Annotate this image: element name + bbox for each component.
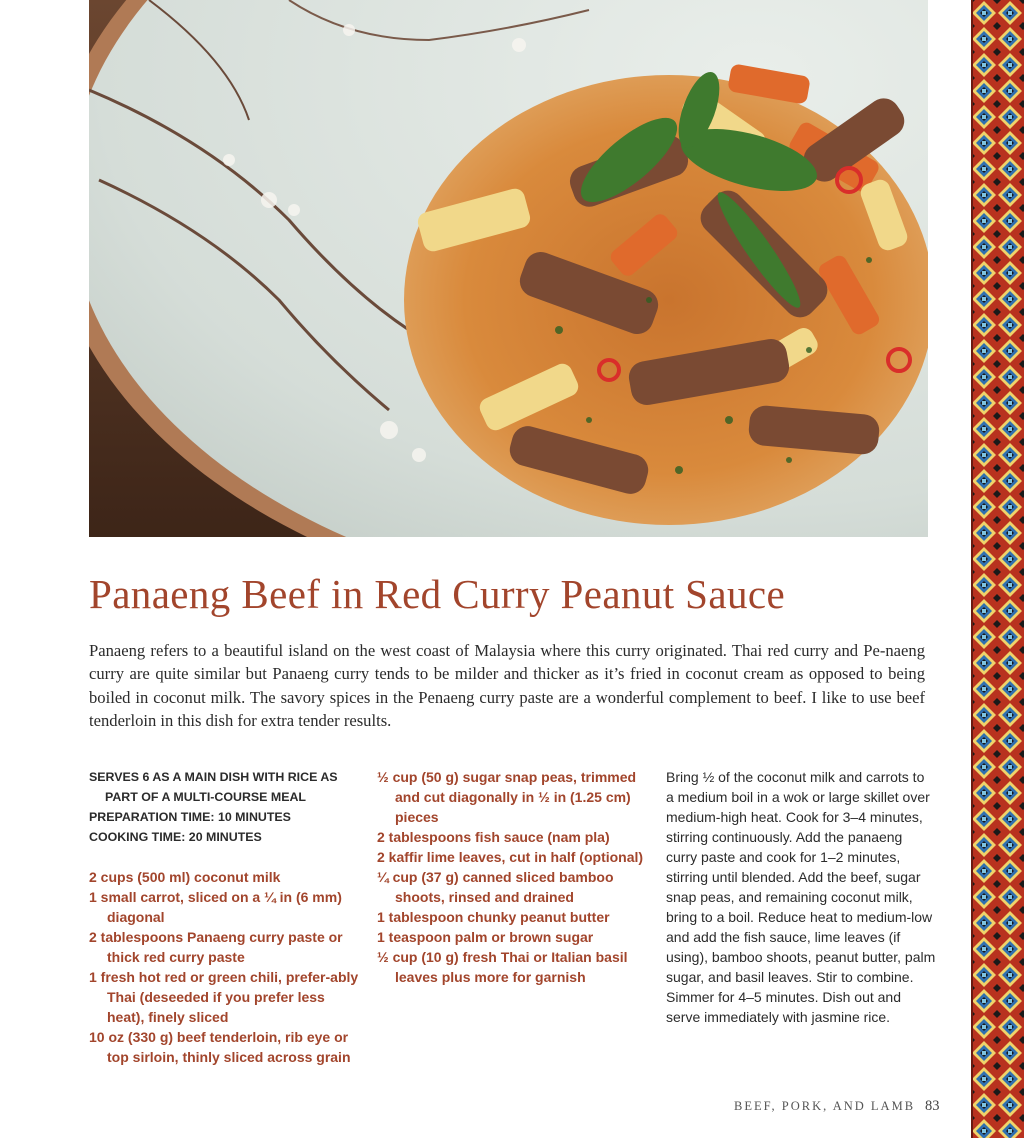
ingredient-item: ½ cup (10 g) fresh Thai or Italian basil leaves plus more for garnish	[377, 949, 628, 985]
ingredient-item: 2 kaffir lime leaves, cut in half (optional)	[377, 849, 644, 865]
cook-time: COOKING TIME: 20 MINUTES	[89, 830, 262, 844]
ingredient-item: 1 fresh hot red or green chili, prefer-ably Thai (deseeded if you prefer less heat), finely sliced	[89, 969, 359, 1025]
ingredients-column-2	[377, 767, 645, 987]
woven-pattern-ornament	[971, 0, 1024, 1138]
ingredient-item: ½ cup (50 g) sugar snap peas, trimmed and cut diagonally in ½ in (1.25 cm) pieces	[377, 769, 637, 825]
ingredients-column-1	[89, 767, 359, 1067]
ingredient-item: 1 tablespoon chunky peanut butter	[377, 909, 610, 925]
ingredient-list-2	[377, 767, 645, 987]
recipe-intro: Panaeng refers to a beautiful island on the west coast of Malaysia where this curry originated. Thai red curry and Pe-naeng curry are quite similar but Panaeng curry tends to be milder and thicker as it’s fried in coconut cream as opposed to being boiled in coconut milk. The savory spices in the Penaeng curry paste are a wonderful complement to beef. I like to use beef tenderloin in this dish for extra tender results.	[89, 641, 925, 730]
ingredient-item: 1 teaspoon palm or brown sugar	[377, 929, 594, 945]
ingredient-item: 10 oz (330 g) beef tenderloin, rib eye or top sirloin, thinly sliced across grain	[89, 1029, 351, 1065]
ingredient-item: 1 small carrot, sliced on a ¼ in (6 mm) diagonal	[89, 889, 342, 925]
page-footer	[734, 1097, 940, 1115]
directions-text: Bring ½ of the coconut milk and carrots to a medium boil in a wok or large skillet over medium-high heat. Cook for 3–4 minutes, stirring continuously. Add the panaeng curry paste and cook for 1–2 minutes, stirring until blended. Add the beef, sugar snap peas, and remaining coconut milk, bring to a boil. Reduce heat to medium-low and add the fish sauce, lime leaves (if using), bamboo shoots, peanut butter, palm sugar, and basil leaves. Stir to combine. Simmer for 4–5 minutes. Dish out and serve immediately with jasmine rice.	[666, 769, 936, 1025]
section-name: BEEF, PORK, AND LAMB	[734, 1099, 916, 1113]
ingredient-item: 2 cups (500 ml) coconut milk	[89, 869, 281, 885]
recipe-title: Panaeng Beef in Red Curry Peanut Sauce	[89, 571, 786, 617]
ingredient-list-1	[89, 867, 359, 1067]
prep-time: PREPARATION TIME: 10 MINUTES	[89, 810, 291, 824]
decorative-border	[971, 0, 1024, 1138]
ingredient-item: ¼ cup (37 g) canned sliced bamboo shoots, rinsed and drained	[377, 869, 614, 905]
directions-column	[666, 767, 936, 1027]
recipe-meta	[89, 767, 359, 847]
ingredient-item: 2 tablespoons fish sauce (nam pla)	[377, 829, 610, 845]
dish-photo	[89, 0, 928, 537]
serves-info: SERVES 6 AS A MAIN DISH WITH RICE AS PART OF A MULTI-COURSE MEAL	[89, 770, 338, 804]
page-number: 83	[925, 1098, 940, 1114]
ingredient-item: 2 tablespoons Panaeng curry paste or thick red curry paste	[89, 929, 343, 965]
dish-illustration	[89, 0, 928, 537]
